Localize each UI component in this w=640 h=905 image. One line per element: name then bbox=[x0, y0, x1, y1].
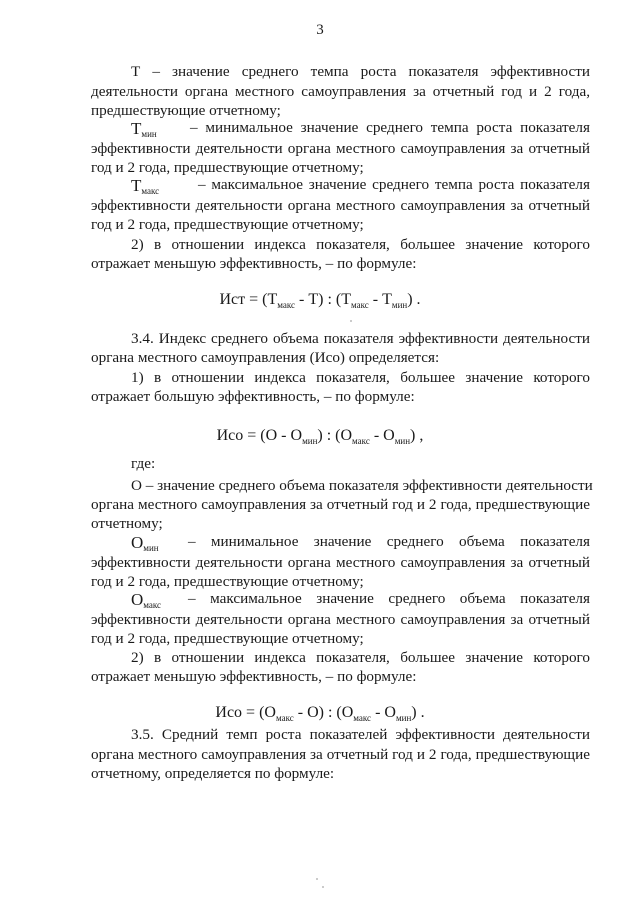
scan-speck bbox=[350, 320, 352, 322]
scan-speck bbox=[322, 886, 324, 888]
def-tmax-line-2: эффективности деятельности органа местного самоуправления за отчетный bbox=[91, 197, 590, 214]
scan-speck bbox=[316, 878, 318, 880]
omax-symbol: $О_{макс}$ bbox=[131, 590, 162, 610]
def-omax-line-3: год и 2 года, предшествующие отчетному; bbox=[91, 630, 364, 647]
def-tmin-line-1 bbox=[131, 118, 590, 138]
item2b-line-2: отражает меньшую эффективность, – по формуле: bbox=[91, 668, 417, 685]
where-label: где: bbox=[131, 455, 156, 472]
def-tmin-line-3: год и 2 года, предшествующие отчетному; bbox=[91, 159, 364, 176]
def-t-line-3: предшествующие отчетному; bbox=[91, 102, 281, 119]
tmax-symbol: $Т_{макс}$ bbox=[131, 176, 160, 196]
def-tmax-line-3: год и 2 года, предшествующие отчетному; bbox=[91, 216, 364, 233]
def-t-line-2: деятельности органа местного самоуправления за отчетный год и 2 года, bbox=[91, 83, 590, 100]
def-omax-line-1 bbox=[131, 589, 590, 609]
def-omax-line-2: эффективности деятельности органа местного самоуправления за отчетный bbox=[91, 611, 590, 628]
def-tmin-line-2: эффективности деятельности органа местного самоуправления за отчетный bbox=[91, 140, 590, 157]
def-omin-line-3: год и 2 года, предшествующие отчетному; bbox=[91, 573, 364, 590]
section-3-5-line-1: 3.5. Средний темп роста показателей эффективности деятельности bbox=[131, 726, 590, 743]
section-3-4-line-2: органа местного самоуправления (Исо) определяется: bbox=[91, 349, 440, 366]
def-omin-text: – минимальное значение среднего объема показателя bbox=[188, 533, 590, 550]
tmin-symbol: $Т_{мин}$ bbox=[131, 119, 157, 139]
item2b-line-1: 2) в отношении индекса показателя, большее значение которого bbox=[131, 649, 590, 666]
def-o-line-3: отчетному; bbox=[91, 515, 163, 532]
section-3-5-line-2: органа местного самоуправления за отчетный год и 2 года, предшествующие bbox=[91, 746, 590, 763]
page-number: 3 bbox=[316, 22, 324, 38]
def-o-line-2: органа местного самоуправления за отчетный год и 2 года, предшествующие bbox=[91, 496, 590, 513]
def-omin-line-1 bbox=[131, 532, 590, 552]
def-omin-line-2: эффективности деятельности органа местного самоуправления за отчетный bbox=[91, 554, 590, 571]
def-tmax-line-1 bbox=[131, 175, 590, 195]
item2a-line-1: 2) в отношении индекса показателя, большее значение которого bbox=[131, 236, 590, 253]
def-tmax-text: – максимальное значение среднего темпа роста показателя bbox=[198, 176, 590, 193]
def-omax-text: – максимальное значение среднего объема показателя bbox=[188, 590, 590, 607]
section-3-4-item1-line-2: отражает большую эффективность, – по формуле: bbox=[91, 388, 415, 405]
section-3-5-line-3: отчетному, определяется по формуле: bbox=[91, 765, 335, 782]
def-tmin-text: – минимальное значение среднего темпа роста показателя bbox=[190, 119, 590, 136]
item2a-line-2: отражает меньшую эффективность, – по формуле: bbox=[91, 255, 417, 272]
formula-iso-1: Исо = $(О - О_{мин})$ : $(О_{макс} - О_{мин})$ , bbox=[216, 427, 424, 446]
formula-iso-2: Исо = $(О_{макс} - О)$ : $(О_{макс} - О_{мин})$ . bbox=[215, 704, 425, 723]
omin-symbol: $О_{мин}$ bbox=[131, 533, 159, 553]
formula-ist: Ист = $(Т_{макс} - Т)$ : $(Т_{макс} - Т_{мин})$ . bbox=[219, 291, 421, 310]
def-t-line-1: Т – значение среднего темпа роста показателя эффективности bbox=[131, 63, 590, 80]
section-3-4-line-1: 3.4. Индекс среднего объема показателя эффективности деятельности bbox=[131, 330, 590, 347]
section-3-4-item1-line-1: 1) в отношении индекса показателя, большее значение которого bbox=[131, 369, 590, 386]
def-o-line-1: О – значение среднего объема показателя эффективности деятельности bbox=[131, 477, 593, 494]
